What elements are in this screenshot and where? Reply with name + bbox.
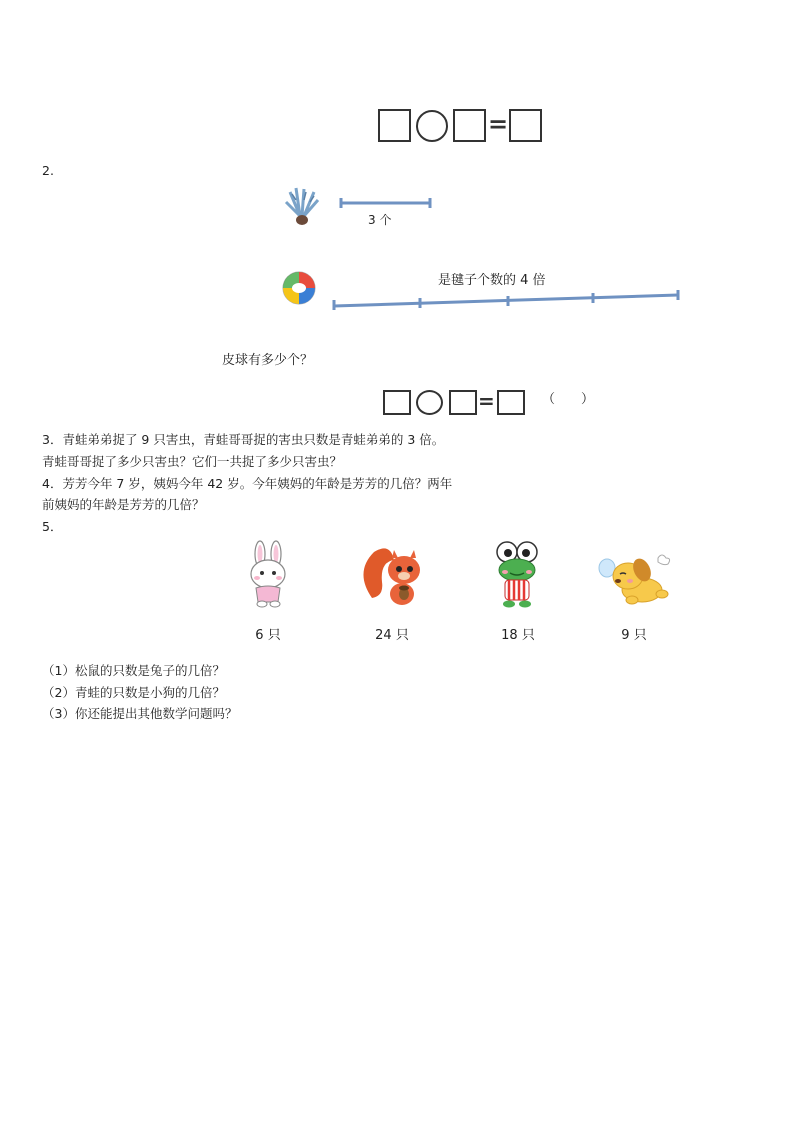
shuttlecock-count-label: 3 个 — [368, 213, 392, 227]
q5-sub1: （1）松鼠的只数是兔子的几倍？ — [42, 663, 225, 678]
q5-sub2: （2）青蛙的只数是小狗的几倍？ — [42, 685, 225, 700]
operator-circle[interactable] — [416, 110, 448, 142]
dog-icon — [596, 550, 674, 608]
rabbit-icon — [242, 540, 294, 610]
q2-number: 2. — [42, 163, 54, 178]
result-box[interactable] — [497, 390, 525, 415]
q5-sub3: （3）你还能提出其他数学问题吗？ — [42, 706, 238, 721]
q2-question: 皮球有多少个？ — [222, 353, 314, 368]
result-box[interactable] — [509, 109, 542, 142]
beach-ball-icon — [281, 270, 317, 306]
shuttlecock-icon — [282, 186, 322, 228]
frog-count: 18 只 — [501, 628, 535, 643]
q4-line1: 4．芳芳今年 7 岁，姨妈今年 42 岁。今年姨妈的年龄是芳芳的几倍？两年 — [42, 476, 453, 491]
answer-box[interactable] — [383, 390, 411, 415]
equals-sign: = — [478, 389, 495, 413]
operator-circle[interactable] — [416, 390, 443, 415]
answer-box[interactable] — [453, 109, 486, 142]
q3-line1: 3．青蛙弟弟捉了 9 只害虫，青蛙哥哥捉的害虫只数是青蛙弟弟的 3 倍。 — [42, 432, 445, 447]
equals-sign: = — [488, 110, 509, 138]
shuttlecock-bar — [338, 196, 434, 210]
rabbit-count: 6 只 — [255, 628, 281, 643]
answer-box[interactable] — [378, 109, 411, 142]
squirrel-count: 24 只 — [375, 628, 409, 643]
ball-bar — [330, 287, 682, 311]
q4-line2: 前姨妈的年龄是芳芳的几倍？ — [42, 497, 205, 512]
q5-number: 5． — [42, 519, 63, 534]
q3-line2: 青蛙哥哥捉了多少只害虫？它们一共捉了多少只害虫？ — [42, 454, 343, 469]
ball-multiple-label: 是毽子个数的 4 倍 — [438, 273, 546, 288]
unit-parentheses[interactable]: （ ） — [542, 392, 595, 407]
squirrel-icon — [360, 542, 428, 608]
dog-count: 9 只 — [621, 628, 647, 643]
frog-icon — [492, 540, 542, 610]
answer-box[interactable] — [449, 390, 477, 415]
